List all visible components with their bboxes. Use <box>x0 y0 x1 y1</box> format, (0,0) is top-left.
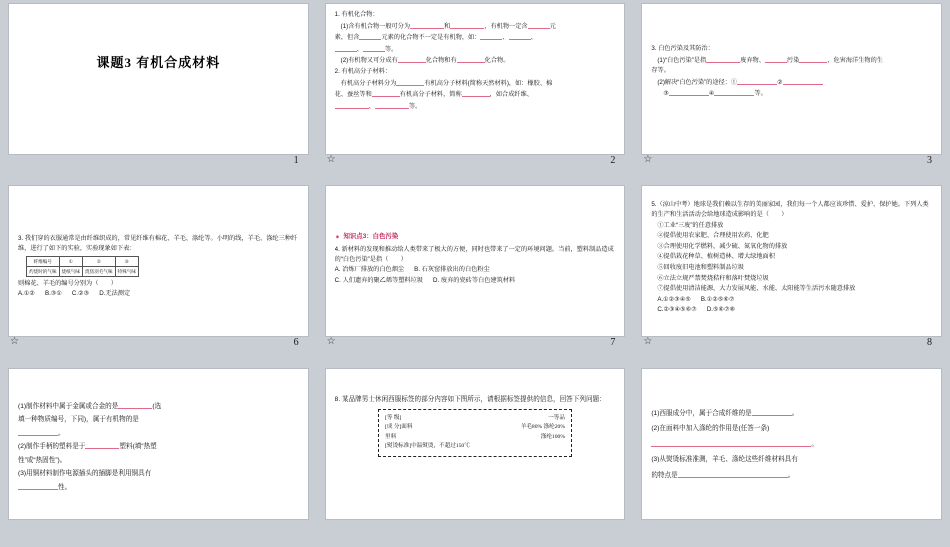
list-item: ⑦提倡使用清洁能源，大力发展风能、水能、太阳能等生活污水随意排放 <box>657 285 856 293</box>
text-line: 、 等。 <box>335 44 616 55</box>
slide-cell-8[interactable] <box>633 182 950 364</box>
option-c[interactable]: C.②③④⑤⑥⑦ <box>657 306 697 314</box>
table-header: 纤维编号 <box>27 256 60 266</box>
option-c[interactable]: C. 人们遗弃的聚乙烯等塑料垃圾 <box>334 277 423 285</box>
slide-footer-1 <box>8 155 309 169</box>
answer-options-row2 <box>335 276 616 286</box>
slide-footer-8 <box>641 337 942 351</box>
question-stem: 5.（涼山中考）地球是我们赖以生存的美丽家园，我们每一个人都应该珍惜、爱护、保护她。下列人类的生产和生活活动会给地球造成影响的是（ ） <box>651 201 929 218</box>
text-line: 3. 白色污染及其防治： <box>651 45 714 52</box>
option-a[interactable]: A.①② <box>18 290 35 298</box>
page-number-3: 3 <box>926 155 932 166</box>
table-row <box>27 266 139 276</box>
option-d[interactable]: D.⑤⑥⑦⑧ <box>706 306 736 314</box>
slide-3-content <box>642 4 941 154</box>
list-item: ②提倡使用农家肥、合理使用农药、化肥 <box>657 232 769 240</box>
list-item: ③合理使用化学燃料，减少硫、氮氧化物的排放 <box>657 242 788 250</box>
slide-1[interactable] <box>8 3 309 155</box>
slide-footer-11 <box>641 520 942 534</box>
text-line: (1)西服成分中，属于合成纤维的是 。 <box>651 409 799 417</box>
text-line: ③ ④ 等。 <box>663 90 767 98</box>
list-item: ④提倡栽花种草、植树造林、增大绿地面积 <box>657 253 775 261</box>
slide-8-content <box>642 186 941 336</box>
text-line: 素，但含 元素的化合物不一定是有机物，如： 、 、 <box>334 34 537 42</box>
label-left: [熨烫标准]中温熨烫，不超过150℃ <box>384 443 470 450</box>
text-line: 性。 <box>18 482 299 495</box>
fiber-burning-table <box>26 256 139 277</box>
slide-11[interactable] <box>641 368 942 520</box>
label-left: [成 分]面料 <box>384 424 413 431</box>
text-line: 存等。 <box>651 67 670 75</box>
knowledge-point-label: 知识点3：白色污染 <box>343 233 399 241</box>
page-number-1: 1 <box>293 155 299 166</box>
text-line: 有机高分子材料分为 有机高分子材料(简称天然材料)，如：橡胶、棉 <box>340 79 553 87</box>
question-stem: 3. 我们穿的衣服通常是由纤维织成的，常见纤维有棉花、羊毛、涤纶等。小明的线，羊毛、涤纶三种纤维，进行了如下的实验，实验现象如下表： <box>18 235 298 252</box>
label-right: 一等品 <box>548 414 565 421</box>
slide-footer-7 <box>325 337 626 351</box>
text-line: 性”或“热固性”)。 <box>18 456 67 464</box>
star-icon: ☆ <box>10 336 19 348</box>
arrow-icon: ➧ <box>334 233 341 241</box>
option-c[interactable]: C.②③ <box>71 290 90 298</box>
slide-10[interactable] <box>325 368 626 520</box>
option-d[interactable]: D.无法测定 <box>99 290 131 298</box>
garment-label-box <box>378 409 572 457</box>
option-b[interactable]: B. 石灰窑排放出的白色粉尘 <box>414 266 490 274</box>
star-icon: ☆ <box>643 336 653 348</box>
label-right: 羊毛80% 涤纶20% <box>520 424 565 431</box>
slide-6-content <box>9 186 308 336</box>
text-line: 、 等。 <box>335 101 616 112</box>
label-row <box>385 414 565 424</box>
slide-10-content <box>326 369 625 519</box>
text-line: (1)含有机合物一般可分为 和 ，有机物一定含 元 <box>340 22 556 30</box>
slide-cell-1[interactable] <box>0 0 317 182</box>
page-title: 课题3 有机合成材料 <box>96 55 221 70</box>
table-cell: 特殊气味 <box>115 266 138 276</box>
option-a[interactable]: A.①②③④⑤ <box>657 295 691 303</box>
slide-footer-2 <box>325 155 626 169</box>
label-right: 涤纶100% <box>540 433 565 440</box>
text-line: (1)制作材料中属于金属或合金的是 (选 <box>18 402 162 410</box>
table-cell: 烧焦羽毛气味 <box>82 266 115 276</box>
text-line: (3)从熨烫标准准测，羊毛、涤纶这些纤维材料具有 <box>651 456 798 464</box>
slide-cell-7[interactable] <box>317 182 634 364</box>
answer-options <box>18 289 299 299</box>
table-cell: 烧纸气味 <box>59 266 82 276</box>
page-number-8: 8 <box>926 337 932 349</box>
table-header: ② <box>82 256 115 266</box>
table-row <box>27 256 139 266</box>
page-number-2: 2 <box>610 155 616 166</box>
star-icon: ☆ <box>326 154 336 165</box>
label-row <box>385 433 565 443</box>
answer-options-row2 <box>651 305 932 315</box>
slide-8[interactable] <box>641 185 942 337</box>
slide-cell-11[interactable] <box>633 365 950 547</box>
text-line: (2)有机物又可分成有 化合物和有 化合物。 <box>340 57 510 65</box>
table-header: ③ <box>115 256 138 266</box>
knowledge-point-header <box>335 232 616 242</box>
label-left: [等 级] <box>384 414 402 421</box>
slide-6[interactable] <box>8 185 309 337</box>
text-line: (2)制作手柄的塑料是于 塑料(填“热塑 <box>18 443 157 451</box>
text-line: 。 <box>651 438 932 453</box>
slide-11-content <box>642 369 941 519</box>
slide-cell-3[interactable] <box>633 0 950 182</box>
slide-3[interactable] <box>641 3 942 155</box>
text-line: 2. 有机高分子材料： <box>334 68 392 76</box>
slide-footer-6 <box>8 337 309 351</box>
slide-cell-9[interactable] <box>0 365 317 547</box>
list-item: ⑥立法立规严禁焚烧秸秆和落叶焚烧垃圾 <box>657 274 769 282</box>
question-stem: 8. 某品牌男士休闲西服标签的部分内容如下图所示，请根据标签提供的信息，回答下列问题： <box>334 395 606 403</box>
slide-7-content <box>326 186 625 336</box>
answer-options-row1 <box>335 265 616 275</box>
option-b[interactable]: B.③① <box>44 290 62 298</box>
text-line: 1. 有机化合物： <box>334 11 379 18</box>
page-number-6: 6 <box>293 337 299 349</box>
text-line: 填一种物质编号，下同)，属于有机物的是 <box>18 416 139 424</box>
text-line: (1)“白色污染”是指 废弃物、 污染 ，危害海洋生物的生 <box>657 56 883 64</box>
slide-cell-2[interactable] <box>317 0 634 182</box>
text-line: 的特点是 。 <box>651 471 795 479</box>
slide-9-content <box>9 369 308 519</box>
question-tail: 则棉花、羊毛的编号分别为（ ） <box>18 279 117 287</box>
option-d[interactable]: D. 废弃的瓷砖等白色建筑材料 <box>433 277 516 285</box>
slide-9[interactable] <box>8 368 309 520</box>
text-line: 花、蚕丝等和 有机高分子材料，简称 ，如合成纤维、 <box>334 91 533 99</box>
list-item: ⑤回收废旧电池和塑料制品垃圾 <box>657 263 744 271</box>
slide-cell-10[interactable] <box>317 365 634 547</box>
text-line: (2)解决“白色污染”的途径：① ② <box>651 77 932 88</box>
slide-7[interactable] <box>325 185 626 337</box>
table-cell: 灼烧时的气味 <box>27 266 60 276</box>
label-row <box>385 442 565 452</box>
label-row <box>385 423 565 433</box>
slide-footer-3 <box>641 155 942 169</box>
label-left: 里料 <box>384 433 397 440</box>
slide-footer-9 <box>8 520 309 534</box>
answer-options-row1 <box>651 295 932 305</box>
text-line: (3)用铜材料制作电源插头的插脚是利用铜具有 <box>18 470 152 478</box>
slide-2[interactable] <box>325 3 626 155</box>
list-item: ①工业“三废”的任意排放 <box>657 221 724 229</box>
text-line: (2)在面料中加入涤纶的作用是(任答一条) <box>651 425 770 433</box>
slide-cell-6[interactable] <box>0 182 317 364</box>
page-number-7: 7 <box>610 337 616 349</box>
star-icon: ☆ <box>326 336 336 348</box>
text-line: 。 <box>18 428 299 441</box>
table-header: ① <box>59 256 82 266</box>
slide-footer-10 <box>325 520 626 534</box>
question-stem: 4. 新材料的发现和推动给人类带来了极大的方便，同时也带来了一定的环境问题。当前，塑料制品造成的“白色污染”是指（ ） <box>334 246 614 263</box>
option-b[interactable]: B.①②⑤⑥⑦ <box>700 295 735 303</box>
slide-2-content <box>326 4 625 154</box>
option-a[interactable]: A. 冶炼厂排放的白色烟尘 <box>334 266 405 274</box>
star-icon: ☆ <box>643 154 653 165</box>
